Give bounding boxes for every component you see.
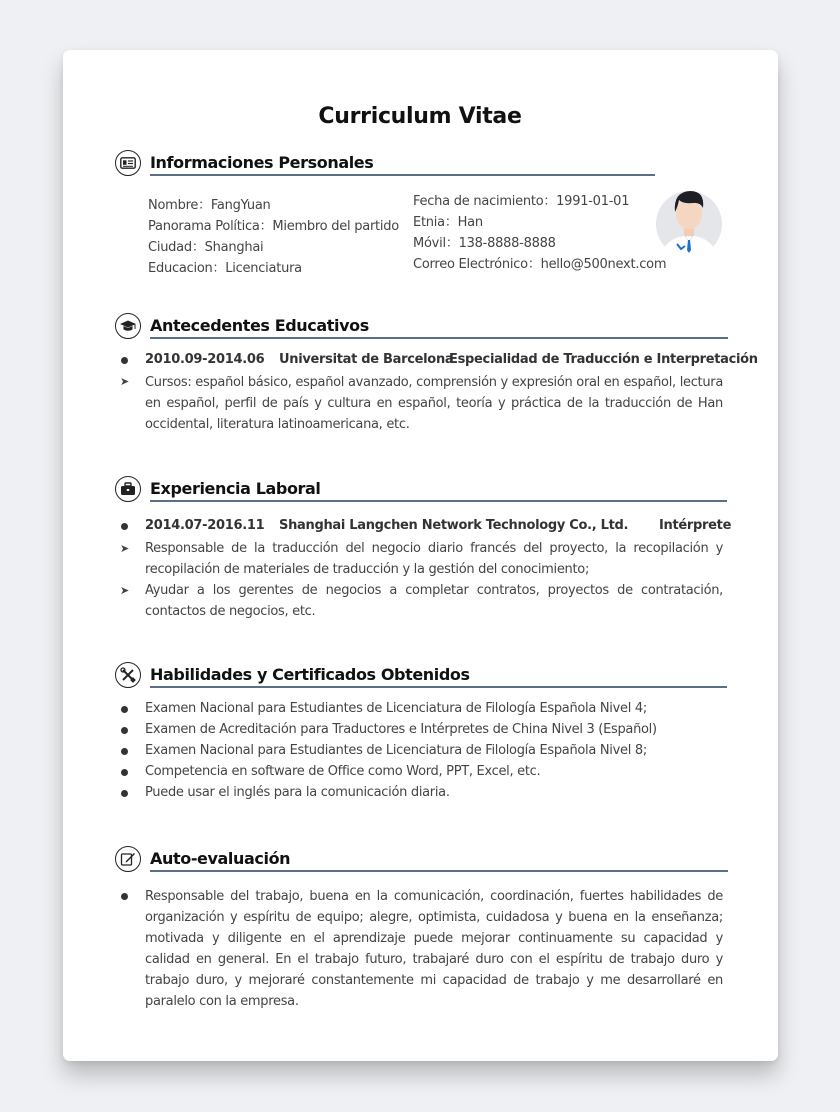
personal-name: Nombre：FangYuan — [148, 198, 271, 213]
bullet — [121, 357, 128, 364]
work-duty: Responsable de la traducción del negocio diario francés del proyecto, la recopilación y recopilación de materiales de traducción y la gestión del conocimiento; — [145, 541, 723, 577]
work-company: Shanghai Langchen Network Technology Co., Ltd. — [279, 518, 629, 533]
skill-item: Competencia en software de Office como Word, PPT, Excel, etc. — [145, 764, 541, 779]
skill-item: Examen Nacional para Estudiantes de Licenciatura de Filología Española Nivel 4; — [145, 701, 647, 716]
briefcase-icon — [115, 476, 141, 502]
work-period: 2014.07-2016.11 — [145, 518, 265, 533]
bullet — [121, 769, 128, 776]
section-title: Experiencia Laboral — [150, 479, 321, 498]
education-major: Especialidad de Traducción e Interpretación — [449, 352, 758, 367]
skill-item: Puede usar el inglés para la comunicación diaria. — [145, 785, 450, 800]
skill-item: Examen de Acreditación para Traductores e Intérpretes de China Nivel 3 (Español) — [145, 722, 657, 737]
bullet — [121, 748, 128, 755]
bullet — [121, 523, 128, 530]
personal-phone: Móvil：138-8888-8888 — [413, 236, 556, 251]
personal-ethnicity: Etnia：Han — [413, 215, 483, 230]
skill-item: Examen Nacional para Estudiantes de Licenciatura de Filología Española Nivel 8; — [145, 743, 647, 758]
section-divider — [150, 174, 655, 176]
arrow-bullet: ➤ — [120, 375, 130, 388]
education-courses: Cursos: español básico, español avanzado, comprensión y expresión oral en español, lectura en español, perfil de país y cultura en español, teoría y práctica de la traducción de Han occidental, literatura latinoamericana, etc. — [145, 375, 723, 432]
section-divider — [150, 337, 728, 339]
personal-politics: Panorama Política：Miembro del partido — [148, 219, 399, 234]
work-duty: Ayudar a los gerentes de negocios a completar contratos, proyectos de contratación, contactos de negocios, etc. — [145, 583, 723, 619]
section-title: Informaciones Personales — [150, 153, 374, 172]
section-divider — [150, 500, 727, 502]
arrow-bullet: ➤ — [120, 542, 130, 555]
bullet — [121, 893, 128, 900]
personal-education: Educacion：Licenciatura — [148, 261, 302, 276]
page-title: Curriculum Vitae — [318, 104, 522, 129]
avatar — [655, 186, 723, 258]
section-title: Habilidades y Certificados Obtenidos — [150, 665, 470, 684]
work-role: Intérprete — [659, 518, 732, 533]
bullet — [121, 790, 128, 797]
bullet — [121, 706, 128, 713]
education-school: Universitat de Barcelona — [279, 352, 454, 367]
bullet — [121, 727, 128, 734]
tools-icon — [115, 662, 141, 688]
personal-email: Correo Electrónico：hello@500next.com — [413, 257, 667, 272]
self-evaluation-text: Responsable del trabajo, buena en la comunicación, coordinación, fuertes habilidades de organización y espíritu de equipo; alegre, optimista, cuidadosa y buena en la enseñanza; motivada y diligente en el aprendizaje puede mejorar continuamente su capacidad y calidad en general. En el trabajo futuro, trabajaré duro con el espíritu de trabajo duro y trabajo duro, y mejoraré constantemente mi capacidad de trabajo y me desarrollaré en paralelo con la empresa. — [145, 889, 723, 1009]
arrow-bullet: ➤ — [120, 584, 130, 597]
personal-birthdate: Fecha de nacimiento：1991-01-01 — [413, 194, 630, 209]
section-divider — [150, 686, 727, 688]
section-title: Auto-evaluación — [150, 849, 291, 868]
graduation-cap-icon — [115, 313, 141, 339]
id-card-icon — [115, 150, 141, 176]
section-title: Antecedentes Educativos — [150, 316, 369, 335]
education-period: 2010.09-2014.06 — [145, 352, 265, 367]
edit-icon — [115, 846, 141, 872]
section-divider — [150, 870, 728, 872]
personal-city: Ciudad：Shanghai — [148, 240, 264, 255]
